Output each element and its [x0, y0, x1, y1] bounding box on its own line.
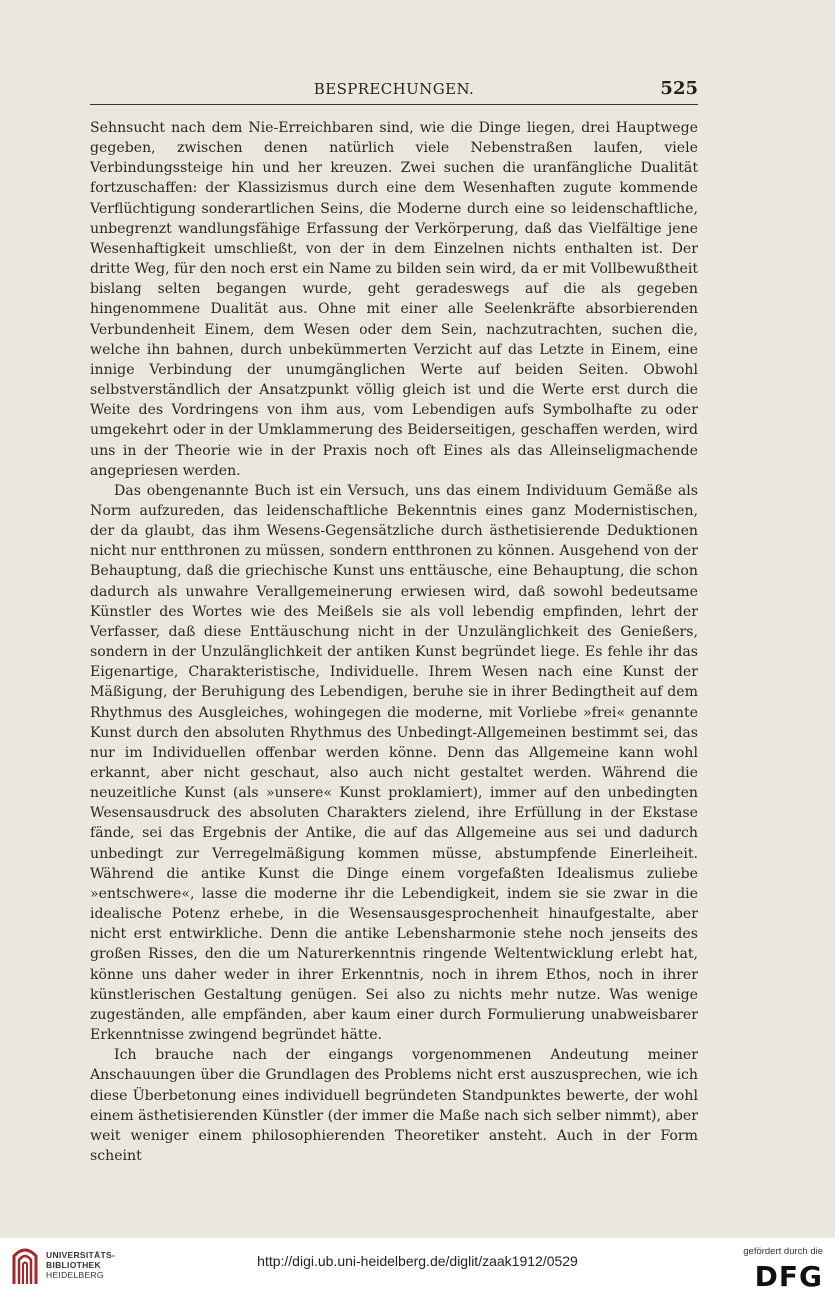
- running-head: BESPRECHUNGEN.: [313, 80, 475, 98]
- funding-label: gefördert durch die: [743, 1246, 823, 1257]
- page-number: 525: [660, 78, 698, 99]
- paragraph-3: Ich brauche nach der eingangs vorgenommenen Andeutung meiner Anschauungen über die Grundlagen des Problems nicht erst auszusprechen, wie ich diese Überbetonung eines individuell begründeten Standpunktes bewerte, der wohl einem ästhetisierenden Künstler (der immer die Maße nach sich selber nimmt), aber weit weniger einem philosophierenden Theoretiker ansteht. Auch in der Form scheint: [90, 1047, 698, 1164]
- viewer-footer: [0, 1238, 835, 1296]
- library-name-line-1: UNIVERSITÄTS-: [46, 1250, 116, 1260]
- source-url-link[interactable]: http://digi.ub.uni-heidelberg.de/diglit/zaak1912/0529: [257, 1253, 578, 1269]
- dfg-logo[interactable]: DFG: [754, 1260, 823, 1293]
- paragraph-2: Das obengenannte Buch ist ein Versuch, uns das einem Individuum Gemäße als Norm aufzureden, das leidenschaftliche Bekenntnis eines ganz Modernistischen, der da glaubt, das ihm Wesens-Gegensätzliche durch ästhetisierende Deduktionen nicht nur entthronen zu müssen, sondern entthronen zu können. Ausgehend von der Behauptung, daß die griechische Kunst uns enttäusche, eine Behauptung, die schon dadurch als unwahre Verallgemeinerung erwiesen wird, daß sowohl bedeutsame Künstler des Wortes wie des Meißels sie als voll lebendig empfinden, lehrt der Verfasser, daß diese Enttäuschung nicht in der Unzulänglichkeit des Genießers, sondern in der Unzulänglichkeit der antiken Kunst begründet liege. Es fehle ihr das Eigenartige, Charakteristische, Individuelle. Ihrem Wesen nach eine Kunst der Mäßigung, der Beruhigung des Lebendigen, beruhe sie in ihrer Bedingtheit auf dem Rhythmus des Ausgleiches, wohingegen die moderne, mit Vorliebe »frei« genannte Kunst durch den absoluten Rhythmus des Unbedingt-Allgemeinen bestimmt sei, das nur im Individuellen offenbar werden könne. Denn das Allgemeine kann wohl erkannt, aber nicht geschaut, also auch nicht gestaltet werden. Während die neuzeitliche Kunst (als »unsere« Kunst proklamiert), immer auf den unbedingten Wesensausdruck des absoluten Charakters zielend, ihre Erfüllung in der Ekstase fände, sei das Ergebnis der Antike, die auf das Allgemeine aus sei und dadurch unbedingt zur Verregelmäßigung kommen müsse, abstumpfende Einerleiheit. Während die antike Kunst die Dinge einem vorgefaßten Idealismus zuliebe »entschwere«, lasse die moderne ihr die Lebendigkeit, indem sie sie zwar in die idealische Potenz erhebe, in die Wesensausgesprochenheit hinaufgestalte, aber nicht erst entwirkliche. Denn die antike Lebensharmonie stehe noch jenseits des großen Risses, den die um Naturerkenntnis ringende Weltentwicklung erlebt hat, könne uns daher weder in ihrer Erkenntnis, noch in ihrem Ethos, noch in ihrer künstlerischen Gestaltung genügen. Sei also zu nichts mehr nutze. Was wenige zugeständen, alle empfänden, aber kaum einer durch Formulierung unabweisbarer Erkenntnisse zwingend begründet hätte.: [90, 482, 698, 1044]
- paragraph-1: Sehnsucht nach dem Nie-Erreichbaren sind, wie die Dinge liegen, drei Hauptwege gegeben, zwischen denen natürlich viele Nebenstraßen laufen, viele Verbindungssteige hin und her kreuzen. Zwei suchen die uranfängliche Dualität fortzuschaffen: der Klassizismus durch eine dem Wesenhaften zugute kommende Verflüchtigung sonderartlichen Seins, die Moderne durch eine so leidenschaftliche, unbegrenzt wandlungsfähige Erfassung der Verkörperung, daß das Vielfältige jene Wesenhaftigkeit umschließt, von der in dem Einzelnen nichts enthalten ist. Der dritte Weg, für den noch erst ein Name zu bilden sein wird, da er mit Vollbewußtheit bislang selten begangen wurde, geht geradeswegs auf die als gegeben hingenommene Dualität aus. Ohne mit einer alle Seelenkräfte absorbierenden Verbundenheit Einem, dem Wesen oder dem Sein, nachzutrachten, suchen die, welche ihn bahnen, durch unbekümmerten Verzicht auf das Letzte in Einem, eine innige Verbindung der unumgänglichen Werte auf beiden Seiten. Obwohl selbstverständlich der Ansatzpunkt völlig gleich ist und die Werte erst durch die Weite des Vordringens von ihm aus, vom Lebendigen aufs Symbolhafte zu oder umgekehrt oder in der Umklammerung des Beiderseitigen, geschaffen werden, wird uns in der Theorie wie in der Praxis noch oft Eines als das Alleinseligmachende angepriesen werden.: [90, 120, 698, 479]
- header-rule: [90, 104, 698, 105]
- library-name-line-2: BIBLIOTHEK: [46, 1260, 101, 1270]
- page-header: [90, 80, 698, 102]
- library-name-line-3: HEIDELBERG: [46, 1270, 104, 1280]
- body-text: [90, 118, 698, 1166]
